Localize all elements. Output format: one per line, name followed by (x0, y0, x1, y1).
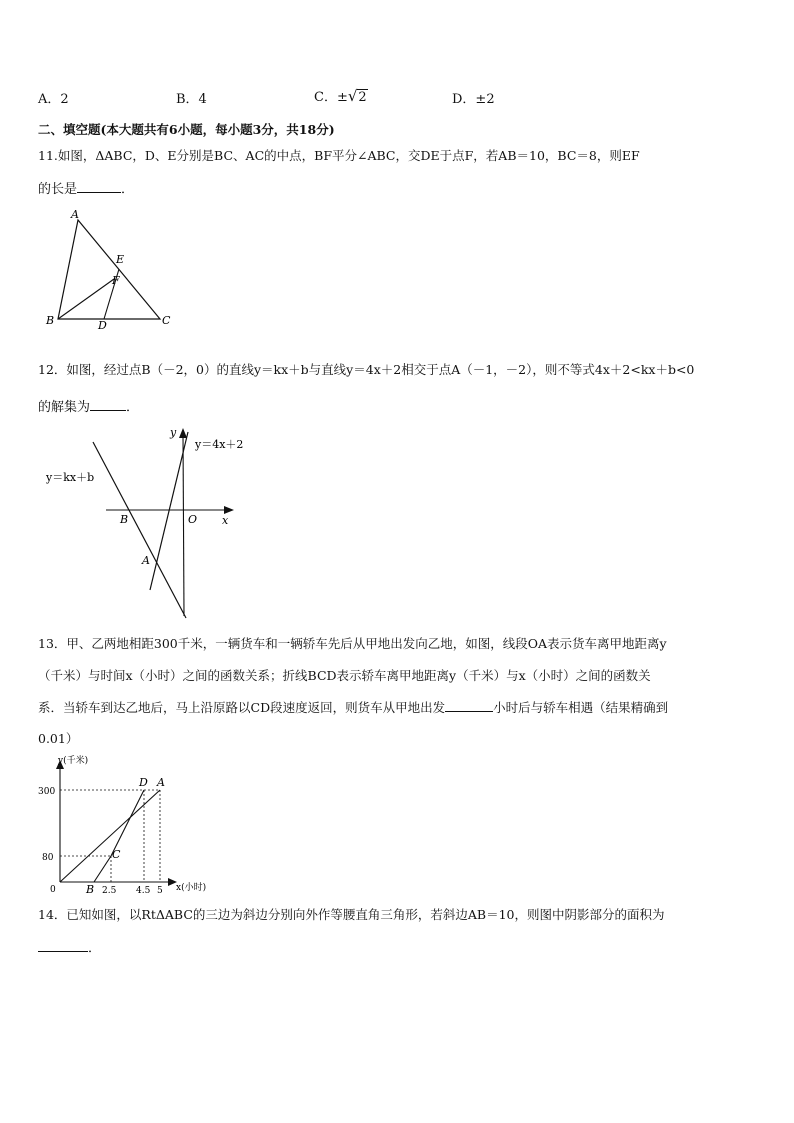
q12-end: ． (126, 400, 140, 415)
tick-5: 5 (157, 886, 163, 896)
label-c: C (162, 314, 171, 327)
q11-line2-text: 的长是 (38, 182, 78, 197)
origin-label: 0 (50, 885, 56, 895)
q13-line3 (38, 698, 668, 716)
choice-c (314, 86, 368, 105)
q11-end: ． (121, 182, 135, 197)
label-c: C (112, 848, 121, 861)
q13-line1: 13．甲、乙两地相距300千米，一辆货车和一辆轿车先后从甲地出发向乙地，如图，线段OA表示货车离甲地距离y (38, 636, 667, 651)
q11-line2 (38, 178, 134, 197)
line-kx-plus-b (93, 442, 186, 618)
label-b: B (86, 883, 95, 896)
y-axis (183, 434, 184, 616)
label-a: A (142, 554, 150, 567)
line-kx-label: y＝kx＋b (46, 471, 95, 484)
line-4x-plus-2 (150, 432, 188, 590)
q13-line2: （千米）与时间x（小时）之间的函数关系；折线BCD表示轿车离甲地距离y（千米）与x（小时）之间的函数关 (38, 668, 651, 683)
q13-line4: 0.01） (38, 731, 79, 746)
q13-line3-a: 系．当轿车到达乙地后，马上沿原路以CD段速度返回，则货车从甲地出发 (38, 700, 446, 715)
label-b: B (46, 314, 55, 327)
polyline-bcd (94, 790, 144, 882)
y-axis-arrow (179, 428, 187, 438)
choice-c-radicand: 2 (358, 90, 367, 105)
q14-line1: 14．已知如图，以RtΔABC的三边为斜边分别向外作等腰直角三角形，若斜边AB＝10，则图中阴影部分的面积为 (38, 907, 665, 922)
tick-2-5: 2.5 (102, 886, 117, 896)
label-f: F (112, 274, 120, 287)
q12-answer-blank[interactable] (90, 409, 126, 411)
label-o: O (188, 513, 198, 526)
label-a: A (71, 208, 79, 221)
tick-4-5: 4.5 (136, 886, 151, 896)
q14-line2 (38, 937, 101, 956)
tick-300: 300 (38, 787, 56, 797)
q12-line2-text: 的解集为 (38, 400, 91, 415)
label-e: E (116, 253, 125, 266)
q13-line3-b: 小时后与轿车相遇（结果精确到 (493, 700, 669, 715)
q13-answer-blank[interactable] (445, 710, 493, 712)
choice-d: D．±2 (452, 92, 495, 107)
label-b: B (120, 513, 129, 526)
q11-line1: 11.如图，ΔABC，D、E分别是BC、AC的中点，BF平分∠ABC，交DE于点F，若AB＝10，BC＝8，则EF (38, 148, 640, 163)
label-a: A (157, 776, 165, 789)
q12-figure (38, 420, 258, 625)
label-d: D (98, 319, 107, 332)
choice-c-prefix: C．± (314, 90, 348, 105)
label-d: D (139, 776, 148, 789)
q12-line1: 12．如图，经过点B（－2，0）的直线y＝kx＋b与直线y＝4x＋2相交于点A（－1，－2），则不等式4x＋2<kx＋b<0 (38, 362, 695, 377)
q11-figure (38, 205, 183, 335)
x-axis-label: x(小时) (176, 883, 207, 893)
tick-80: 80 (42, 853, 54, 863)
line-4x-label: y＝4x＋2 (195, 438, 244, 451)
q11-answer-blank[interactable] (77, 191, 121, 193)
segment-oa (60, 790, 160, 882)
q14-answer-blank[interactable] (38, 950, 88, 952)
x-axis-label: x (222, 514, 229, 527)
choice-b: B．4 (176, 92, 207, 107)
x-axis-arrow (224, 506, 234, 514)
y-axis-label: y (170, 426, 177, 439)
y-axis-label: y(千米) (58, 756, 89, 766)
section-title: 二、填空题(本大题共有6小题，每小题3分，共18分) (38, 122, 335, 137)
sqrt-symbol: √ (347, 87, 358, 105)
q14-end: ． (88, 941, 102, 956)
choice-a: A．2 (38, 92, 69, 107)
q12-line2 (38, 396, 139, 415)
q13-figure (36, 752, 226, 897)
